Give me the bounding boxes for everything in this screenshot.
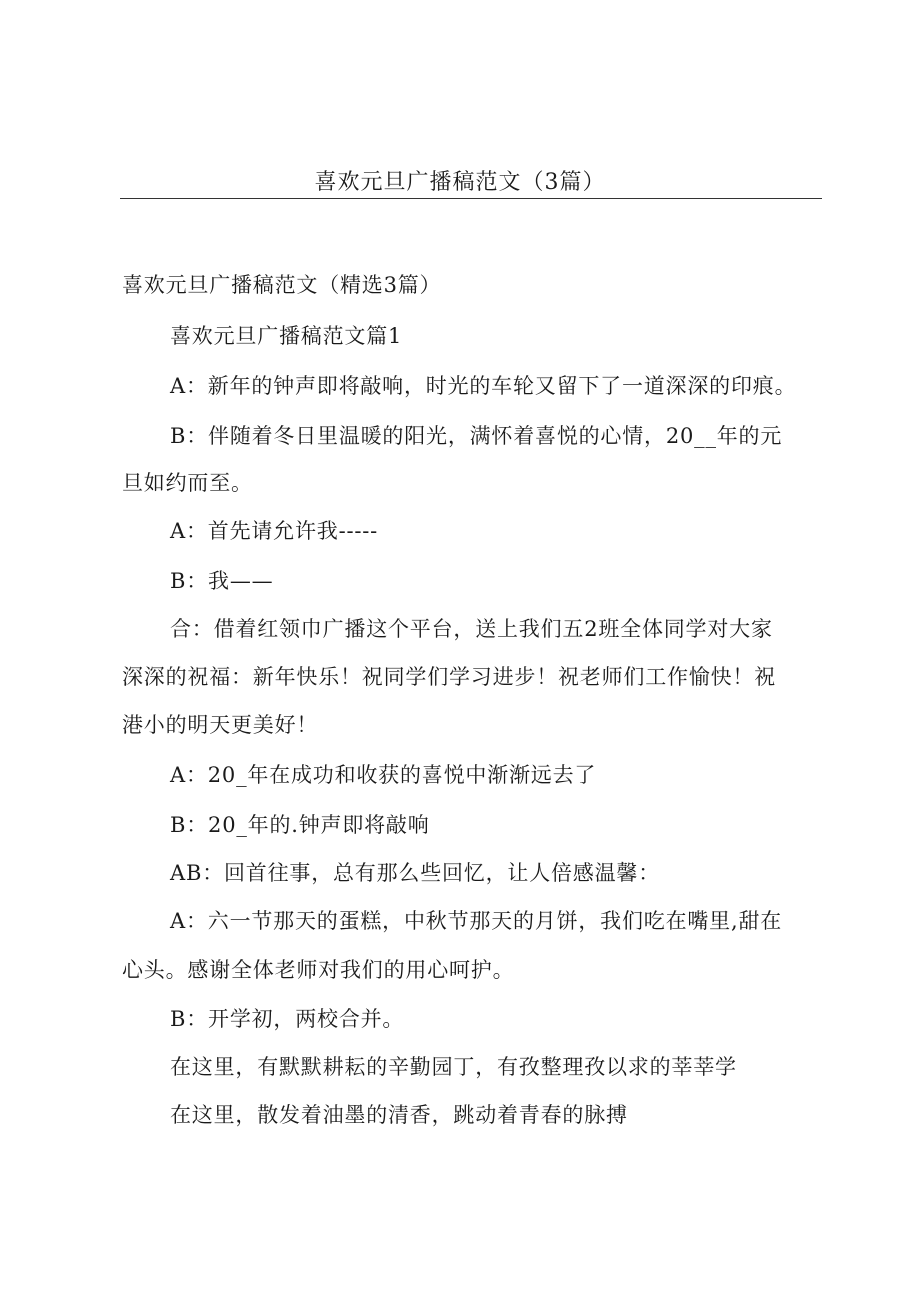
dialogue-line: 合：借着红领巾广播这个平台，送上我们五2班全体同学对大家 (170, 617, 773, 641)
dialogue-line: AB：回首往事，总有那么些回忆，让人倍感温馨： (170, 861, 660, 885)
dialogue-line: B：20_年的.钟声即将敲响 (170, 813, 430, 837)
dialogue-line: A：六一节那天的蛋糕，中秋节那天的月饼，我们吃在嘴里,甜在 (170, 909, 783, 933)
dialogue-line: A：新年的钟声即将敲响，时光的车轮又留下了一道深深的印痕。 (170, 374, 797, 398)
dialogue-line: B：我—— (170, 569, 274, 593)
document-title: 喜欢元旦广播稿范文（3篇） (314, 170, 606, 195)
body-line: 在这里，散发着油墨的清香，跳动着青春的脉搏 (170, 1103, 628, 1127)
intro-line: 喜欢元旦广播稿范文（精选3篇） (122, 273, 442, 297)
dialogue-continuation: 港小的明天更美好！ (122, 713, 319, 737)
body-line: 在这里，有默默耕耘的辛勤园丁，有孜整理孜以求的莘莘学 (170, 1055, 737, 1079)
dialogue-line: B：开学初，两校合并。 (170, 1007, 405, 1031)
dialogue-line: A：20_年在成功和收获的喜悦中渐渐远去了 (170, 763, 597, 787)
dialogue-continuation: 旦如约而至。 (122, 471, 253, 495)
dialogue-continuation: 心头。感谢全体老师对我们的用心呵护。 (122, 958, 515, 982)
title-underline (120, 198, 822, 199)
dialogue-line: A：首先请允许我----- (170, 519, 379, 543)
dialogue-continuation: 深深的祝福：新年快乐！祝同学们学习进步！祝老师们工作愉快！祝 (122, 665, 776, 689)
section-heading: 喜欢元旦广播稿范文篇1 (170, 324, 403, 348)
dialogue-line: B：伴随着冬日里温暖的阳光，满怀着喜悦的心情，20__年的元 (170, 424, 783, 448)
